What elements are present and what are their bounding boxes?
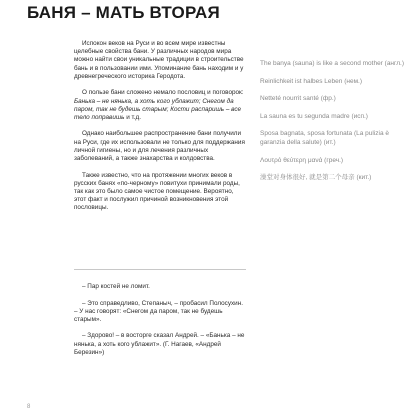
dialog-line-2: – Это справедливо, Степаныч, – пробасил Полосухин. – У нас говорят: «Снегом да паром, так не будешь старым».: [74, 299, 243, 323]
proverbs-italic: Банька – не нянька, а хоть кого ублажит; Снегом да паром, так не будешь старым; Кости распаришь – все тело поправишь: [74, 97, 242, 121]
paragraph-3: Однако наибольшее распространение бани получили на Руси, где их использовали не только для поддержания личной гигиены, но и для лечения различных заболеваний, а также знахарства и колдовства.: [74, 130, 245, 163]
quote-text: La sauna es tu segunda madre: [260, 112, 350, 120]
quote-lang: (фр.): [320, 95, 336, 103]
quote-text: Netteté nourrit santé: [260, 95, 319, 103]
paragraph-2: [74, 89, 246, 122]
quote-lang: (кит.): [356, 174, 372, 182]
paragraph-4: Также известно, что на протяжении многих веков в русских банях «по-черному» повитухи принимали роды, так как это было самое чистое помещение. Вероятно, этот факт и послужил причиной возникновения этой пословицы.: [74, 171, 240, 212]
quote-text: Λουτρό θεύτερη μανά: [260, 156, 323, 164]
quote-text: The banya (sauna) is like a second mother: [260, 60, 383, 67]
quote-lang: (греч.): [324, 156, 344, 164]
quote-lang: (нем.): [344, 77, 363, 85]
main-text-column: [74, 40, 246, 213]
dialog-line-3: – Здорово! – в восторге сказал Андрей. – «Банька – не нянька, а хоть кого ублажит». (Г. Нагаев, «Андрей Березин»): [74, 332, 245, 356]
paragraph-2-start: О пользе бани сложено немало пословиц и поговорок:: [82, 89, 244, 97]
quote-german: [260, 78, 410, 87]
quote-text: Sposa bagnata, sposa fortunata (La pulizia è garanzia della salute): [260, 130, 390, 146]
dialog-line-1: – Пар костей не ломит.: [82, 283, 150, 290]
paragraph-2-end: и т.д.: [124, 113, 141, 121]
quote-english: [260, 60, 410, 69]
quote-italian: [260, 130, 410, 147]
page-number: 8: [27, 404, 31, 410]
quote-spanish: [260, 113, 410, 122]
quote-text: Reinlichkeit ist halbes Leben: [260, 77, 343, 85]
quote-lang: (исп.): [351, 112, 368, 120]
quote-chinese: [260, 174, 410, 183]
quote-lang: (ит.): [323, 138, 336, 146]
section-divider: [74, 269, 246, 270]
page-title: БАНЯ – МАТЬ ВТОРАЯ: [27, 3, 220, 22]
foreign-proverbs-column: [260, 60, 410, 183]
quote-lang: (англ.): [384, 60, 405, 67]
quote-greek: [260, 157, 410, 166]
paragraph-1: Испокон веков на Руси и во всем мире известны целебные свойства бани. У различных народов мира можно найти свои уникальные традиции в строительстве бань и в пользовании ими. Упоминание бань находим и у древнегреческого историка Геродота.: [74, 40, 244, 80]
quote-text: 澡堂对身体很好, 就是第二个母亲: [260, 174, 355, 182]
quote-french: [260, 95, 410, 104]
dialog-excerpt: [74, 283, 246, 357]
